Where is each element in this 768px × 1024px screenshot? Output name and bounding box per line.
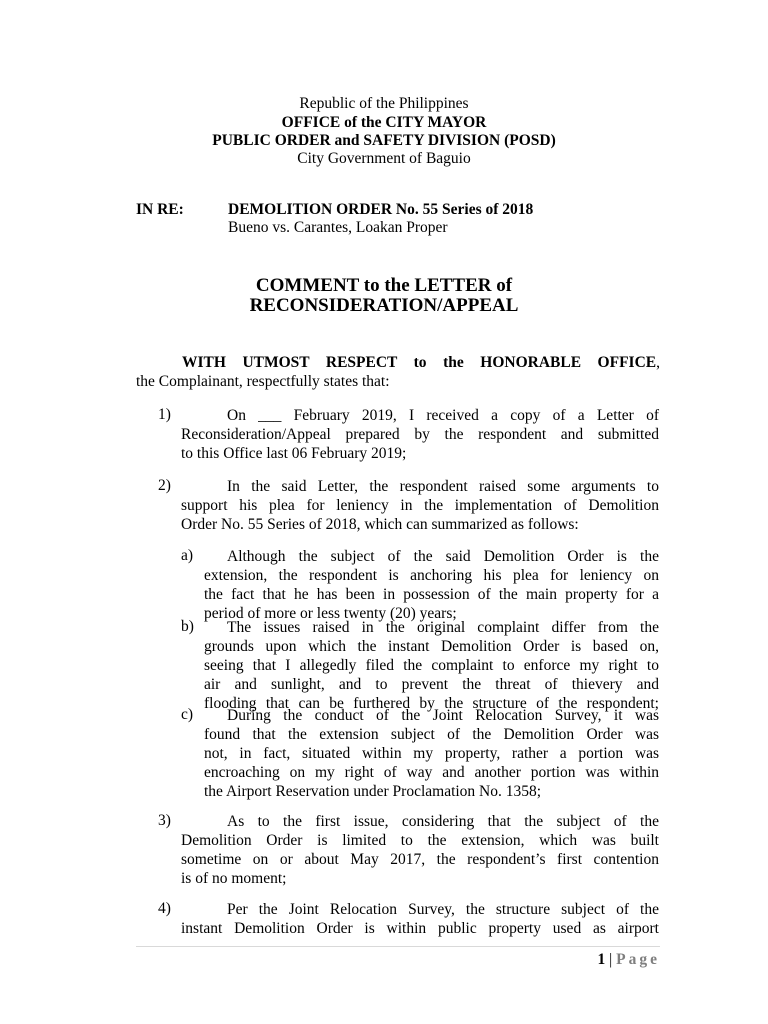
subitem-c (204, 706, 659, 801)
intro-line2: the Complainant, respectfully states that: (136, 373, 390, 390)
in-re-label: IN RE: (136, 201, 184, 218)
intro-paragraph (136, 353, 660, 391)
subitem-line: not, in fact, situated within my property, rather a portion was (204, 745, 659, 762)
item-line: instant Demolition Order is within public property used as airport (181, 920, 659, 937)
item-3 (181, 812, 659, 888)
subitem-a (204, 547, 659, 623)
header-division: PUBLIC ORDER and SAFETY DIVISION (POSD) (212, 132, 556, 149)
item-number: 4) (158, 900, 171, 917)
subitem-line: The issues raised in the original complaint differ from the (227, 619, 659, 636)
intro-line1 (136, 353, 660, 372)
item-line: In the said Letter, the respondent raised some arguments to (227, 478, 659, 495)
item-line: support his plea for leniency in the implementation of Demolition (181, 497, 659, 514)
page-separator: | (609, 951, 613, 968)
item-line: On ___ February 2019, I received a copy of a Letter of (227, 407, 659, 424)
document-title-line2: RECONSIDERATION/APPEAL (249, 295, 519, 316)
subitem-line: grounds upon which the instant Demolition Order is based on, (204, 638, 659, 655)
item-4 (181, 900, 659, 938)
subitem-line: the fact that he has been in possession of the main property for a (204, 586, 659, 603)
subitem-letter: a) (181, 547, 194, 564)
item-line: to this Office last 06 February 2019; (181, 445, 407, 462)
item-number: 1) (158, 406, 171, 423)
subitem-letter: b) (181, 618, 194, 635)
page-number: 1 (597, 951, 606, 968)
subitem-letter: c) (181, 706, 194, 723)
subitem-line: the Airport Reservation under Proclamation No. 1358; (204, 783, 542, 800)
item-line: Order No. 55 Series of 2018, which can summarized as follows: (181, 516, 579, 533)
item-line: sometime on or about May 2017, the respondent’s first contention (181, 851, 659, 868)
item-2 (181, 477, 659, 534)
page-footer (560, 951, 660, 969)
item-number: 3) (158, 812, 171, 829)
intro-comma: , (656, 354, 660, 371)
item-line: Demolition Order is limited to the extension, which was built (181, 832, 659, 849)
item-line: Per the Joint Relocation Survey, the structure subject of the (227, 901, 659, 918)
header-office: OFFICE of the CITY MAYOR (281, 114, 487, 131)
item-line: is of no moment; (181, 870, 287, 887)
item-line: Reconsideration/Appeal prepared by the respondent and submitted (181, 426, 659, 443)
subitem-line: extension, the respondent is anchoring his plea for leniency on (204, 567, 659, 584)
page-label: Page (616, 951, 660, 968)
item-number: 2) (158, 477, 171, 494)
subitem-line: flooding that can be furthered by the structure of the respondent; (204, 695, 659, 712)
item-1 (181, 406, 659, 463)
subitem-line: seeing that I allegedly filed the complaint to enforce my right to (204, 657, 659, 674)
subitem-line: encroaching on my right of way and another portion was within (204, 764, 659, 781)
header-republic: Republic of the Philippines (299, 95, 469, 112)
footer-divider (136, 946, 660, 947)
subitem-line: Although the subject of the said Demolition Order is the (227, 548, 659, 565)
subitem-line: During the conduct of the Joint Relocation Survey, it was (227, 707, 659, 724)
item-line: As to the first issue, considering that the subject of the (227, 813, 659, 830)
in-re-order: DEMOLITION ORDER No. 55 Series of 2018 (228, 201, 534, 218)
subitem-line: found that the extension subject of the Demolition Order was (204, 726, 659, 743)
document-title-line1: COMMENT to the LETTER of (255, 275, 513, 296)
subitem-line: air and sunlight, and to prevent the threat of thievery and (204, 676, 659, 693)
intro-bold: WITH UTMOST RESPECT to the HONORABLE OFFICE (182, 354, 657, 371)
subitem-line: period of more or less twenty (20) years; (204, 605, 457, 622)
header-city: City Government of Baguio (297, 150, 471, 167)
subitem-b (204, 618, 659, 713)
in-re-parties: Bueno vs. Carantes, Loakan Proper (228, 219, 448, 236)
